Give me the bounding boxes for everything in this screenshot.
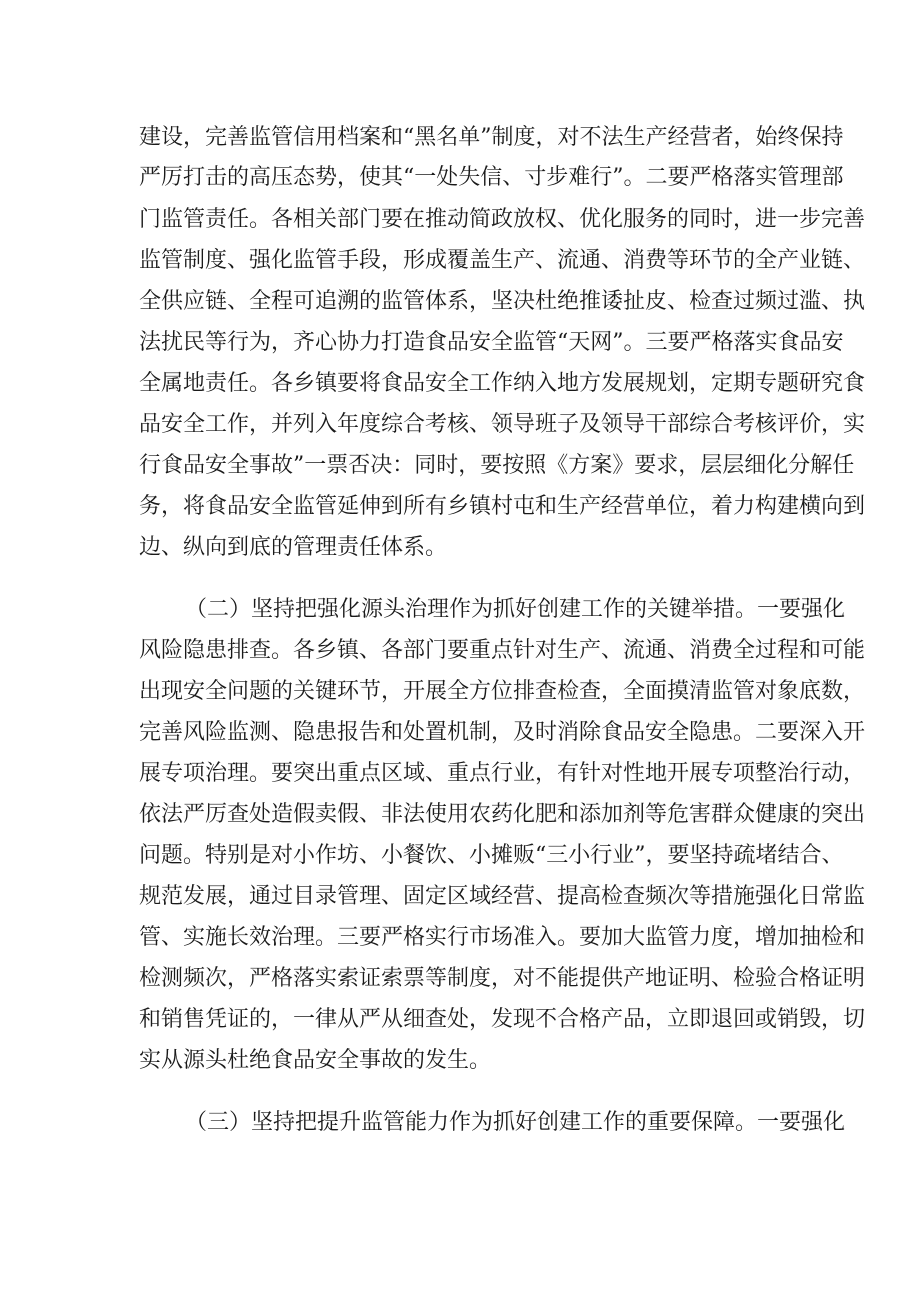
- paragraph-1-line-11: 边、纵向到底的管理责任体系。: [139, 535, 448, 560]
- paragraph-2-line-7: 问题。特别是对小作坊、小餐饮、小摊贩“三小行业”，要坚持疏堵结合、: [139, 843, 844, 868]
- paragraph-2-line-5: 展专项治理。要突出重点区域、重点行业，有针对性地开展专项整治行动，: [139, 761, 866, 786]
- paragraph-1-line-1: 建设，完善监管信用档案和“黑名单”制度，对不法生产经营者，始终保持: [139, 125, 844, 150]
- paragraph-2-line-12: 实从源头杜绝食品安全事故的发生。: [139, 1048, 492, 1073]
- paragraph-2-line-9: 管、实施长效治理。三要严格实行市场准入。要加大监管力度，增加抽检和: [139, 925, 866, 950]
- paragraph-1-line-10: 务，将食品安全监管延伸到所有乡镇村屯和生产经营单位，着力构建横向到: [139, 494, 866, 519]
- paragraph-1-line-3: 门监管责任。各相关部门要在推动简政放权、优化服务的同时，进一步完善: [139, 207, 866, 232]
- paragraph-1-line-9: 行食品安全事故”一票否决：同时，要按照《方案》要求，层层细化分解任: [139, 453, 855, 478]
- paragraph-3-line-1: （三）坚持把提升监管能力作为抓好创建工作的重要保障。一要强化: [185, 1110, 846, 1135]
- paragraph-2-line-4: 完善风险监测、隐患报告和处置机制，及时消除食品安全隐患。二要深入开: [139, 720, 866, 745]
- paragraph-1-line-6: 法扰民等行为，齐心协力打造食品安全监管“天网”。三要严格落实食品安: [139, 330, 844, 355]
- paragraph-2-line-2: 风险隐患排查。各乡镇、各部门要重点针对生产、流通、消费全过程和可能: [139, 638, 866, 663]
- paragraph-2-line-1: （二）坚持把强化源头治理作为抓好创建工作的关键举措。一要强化: [185, 597, 846, 622]
- paragraph-2-line-3: 出现安全问题的关键环节，开展全方位排查检查，全面摸清监管对象底数，: [139, 679, 866, 704]
- paragraph-1-line-8: 品安全工作，并列入年度综合考核、领导班子及领导干部综合考核评价，实: [139, 412, 866, 437]
- paragraph-1-line-5: 全供应链、全程可追溯的监管体系，坚决杜绝推诿扯皮、检查过频过滥、执: [139, 289, 866, 314]
- paragraph-2-line-10: 检测频次，严格落实索证索票等制度，对不能提供产地证明、检验合格证明: [139, 966, 866, 991]
- paragraph-1-line-4: 监管制度、强化监管手段，形成覆盖生产、流通、消费等环节的全产业链、: [139, 248, 866, 273]
- paragraph-2-line-11: 和销售凭证的，一律从严从细查处，发现不合格产品，立即退回或销毁，切: [139, 1007, 866, 1032]
- paragraph-2-line-8: 规范发展，通过目录管理、固定区域经营、提高检查频次等措施强化日常监: [139, 884, 866, 909]
- paragraph-1-line-2: 严厉打击的高压态势，使其“一处失信、寸步难行”。二要严格落实管理部: [139, 165, 844, 190]
- paragraph-1-line-7: 全属地责任。各乡镇要将食品安全工作纳入地方发展规划，定期专题研究食: [139, 371, 866, 396]
- paragraph-2-line-6: 依法严厉查处造假卖假、非法使用农药化肥和添加剂等危害群众健康的突出: [139, 802, 866, 827]
